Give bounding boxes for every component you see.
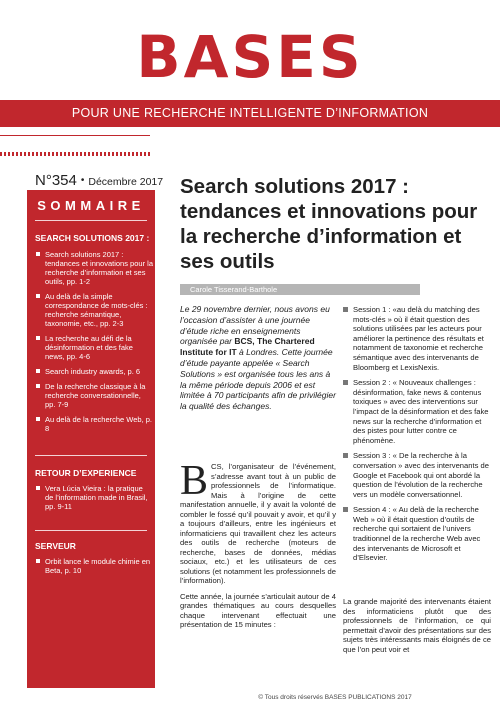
- author-bar: [180, 284, 420, 295]
- article-headline: Search solutions 2017 : tendances et innovations pour la recherche d’information et ses outils: [180, 175, 478, 273]
- intro-text: à Londres. Cette journée d’étude payante appelée « Search Solutions » est organisée tous les ans à la même période depuis 2006 et est limitée à 70 participants afin de privilégier la qualité des échanges.: [180, 347, 336, 412]
- sommaire-title: SOMMAIRE: [37, 198, 145, 213]
- sommaire-sidebar: [27, 190, 155, 688]
- brand-logo: BASES: [136, 23, 364, 91]
- article-paragraph: [180, 458, 336, 586]
- issue-separator: •: [80, 175, 85, 186]
- copyright-footer: © Tous droits réservés BASES PUBLICATIONS 2017: [258, 694, 412, 701]
- toc-item[interactable]: La recherche au défi de la désinformation et des fake news, pp. 4-6: [35, 334, 153, 361]
- tagline: POUR UNE RECHERCHE INTELLIGENTE D’INFORMATION: [71, 106, 429, 120]
- masthead: [0, 0, 500, 128]
- intro-organisation: BCS, The Chartered Institute for IT: [180, 336, 315, 358]
- article-author: Carole Tisserand-Barthole: [190, 285, 278, 294]
- toc-item[interactable]: Au delà de la recherche Web, p. 8: [35, 415, 153, 433]
- decorative-rule: [0, 135, 150, 136]
- decorative-dotted-rule: [0, 152, 150, 156]
- tagline-bar: [0, 100, 500, 127]
- issue-number: N°354: [35, 172, 77, 189]
- article-body-right: La grande majorité des intervenants étaient des informaticiens plutôt que des professionnels de l’information, ce qui permettait d’avoir des présentations sur des sujets très intéressants mais éloignés de ce que l’on peut voir et: [343, 597, 491, 654]
- session-item: Session 3 : « De la recherche à la conversation » avec des intervenants de Google et Facebook qui ont abordé la question de l’évolution de la recherche vers un modèle conversationnel.: [343, 451, 491, 499]
- toc-item[interactable]: Search solutions 2017 : tendances et innovations pour la recherche d’information et ses outils, pp. 1-2: [35, 250, 153, 286]
- issue-date: Décembre 2017: [88, 176, 164, 188]
- article-paragraph: Cette année, la journée s’articulait autour de 4 grandes thématiques au cours desquelles chaque intervenant effectuait une présentation de 15 minutes :: [180, 591, 336, 629]
- session-list: [343, 305, 491, 569]
- toc-item[interactable]: Orbit lance le module chimie en Beta, p. 10: [35, 557, 153, 575]
- intro-text: Le 29 novembre dernier, nous avons eu l’occasion d’assister à une journée d’étude riche en enseignements organisée par: [180, 304, 330, 347]
- session-item: Session 2 : « Nouveaux challenges : désinformation, fake news & contenus toxiques » avec des interventions sur l’impact de la désinformation et des fake news sur la recherche d’information et des pistes pour lutter contre ce phénomène.: [343, 378, 491, 445]
- sidebar-rule: [35, 530, 147, 531]
- toc-item[interactable]: Search industry awards, p. 6: [35, 367, 153, 376]
- article-intro: [180, 304, 336, 412]
- toc-list: [35, 484, 153, 517]
- toc-section-heading: SERVEUR: [35, 541, 76, 551]
- paragraph-text: CS, l’organisateur de l’événement, s’adresse avant tout à un public de professionnels de l’informatique. Mais à l’origine de cette manifestation annuelle, il y avait la volonté de combler le fossé qu’il pouvait y avoir, et qu’il y a toujours d’ailleurs, entre les ingénieurs et informaticiens qui travaillent chez les acteurs des outils de recherche (moteurs de recherche, bases de données, médias sociaux, etc.) et les utilisateurs de ces solutions (et notamment les professionnels de l’information).: [180, 462, 336, 585]
- toc-list: [35, 250, 153, 439]
- toc-item[interactable]: Vera Lúcia Vieira : la pratique de l’information made in Brasil, pp. 9-11: [35, 484, 153, 511]
- toc-section-heading: SEARCH SOLUTIONS 2017 :: [35, 233, 150, 243]
- toc-item[interactable]: Au delà de la simple correspondance de mots-clés : recherche sémantique, taxonomie, etc., pp. 2-3: [35, 292, 153, 328]
- toc-list: [35, 557, 153, 581]
- sidebar-rule: [35, 455, 147, 456]
- sidebar-rule: [35, 220, 147, 221]
- issue-info: [35, 172, 163, 189]
- article-body-left: [180, 458, 336, 636]
- session-item: Session 1 : «au delà du matching des mots-clés » où il était question des solutions utilisées par les acteurs pour améliorer la pertinence des résultats et notamment de taxonomie et recherche sémantique avec des intervenants de Bloomberg et LexisNexis.: [343, 305, 491, 372]
- drop-cap: B: [180, 458, 209, 504]
- toc-section-heading: RETOUR D’EXPERIENCE: [35, 468, 137, 478]
- toc-item[interactable]: De la recherche classique à la recherche conversationnelle, pp. 7-9: [35, 382, 153, 409]
- session-item: Session 4 : « Au delà de la recherche Web » où il était question d’outils de recherche qui sortaient de l’univers traditionnel de la recherche Web avec des intervenants de Microsoft et d’Elsevier.: [343, 505, 491, 563]
